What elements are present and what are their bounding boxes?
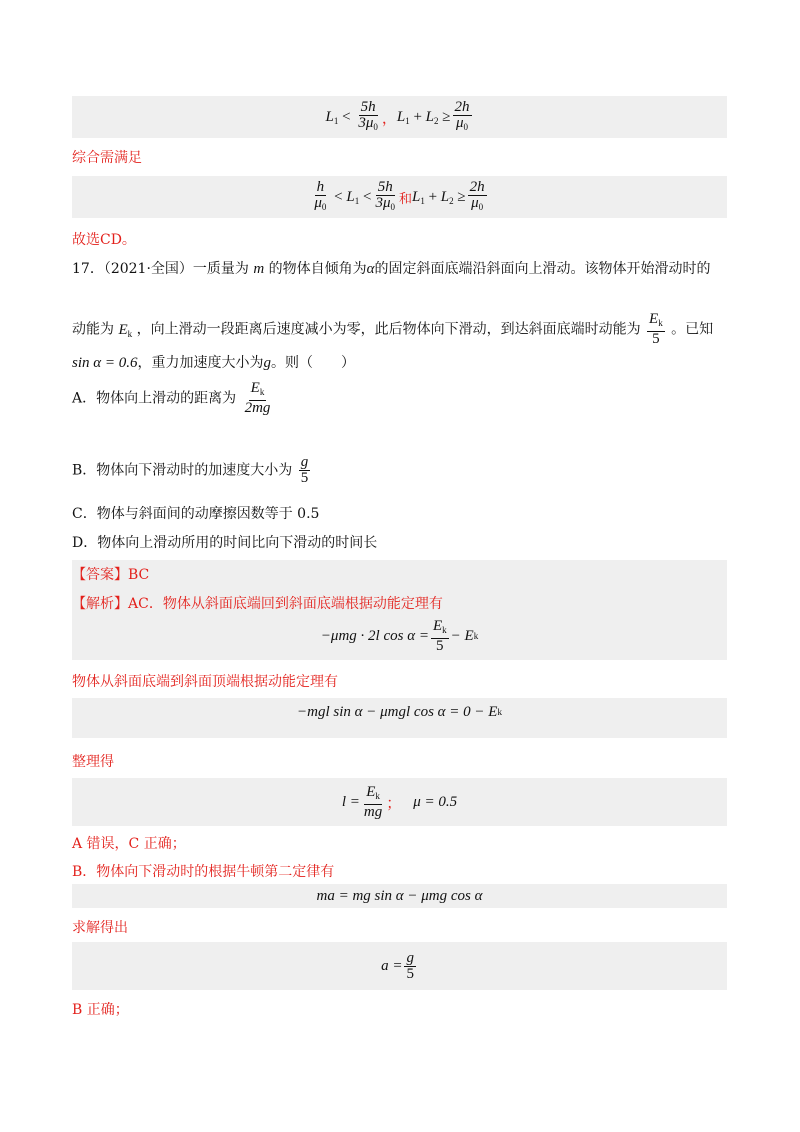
option-d: D．物体向上滑动所用的时间比向下滑动的时间长 <box>72 535 378 551</box>
equation-5: a = $\frac{g}{5}$ <box>381 949 414 982</box>
equation-4: ma = mg sin α − μmg cos α <box>316 887 483 904</box>
equation-3: l = $\frac{E_k}{mg}$ ； μ = 0.5 <box>341 783 458 820</box>
step-2-text: 物体从斜面底端到斜面顶端根据动能定理有 <box>72 674 338 690</box>
combined-label: 综合需满足 <box>72 150 142 166</box>
option-c: C．物体与斜面间的动摩擦因数等于 0.5 <box>72 506 320 522</box>
analysis-line: 【解析】AC．物体从斜面底端回到斜面底端根据动能定理有 <box>72 596 443 612</box>
answer-label: 【答案】BC <box>72 567 150 583</box>
conclusion-2: B 正确； <box>72 1002 129 1018</box>
equation-2: −mgl sin α − μmgl cos α = 0 − E k <box>297 703 502 720</box>
question-17-line3: sin α = 0.6，重力加速度大小为g。则（ ） <box>72 355 356 371</box>
question-17-line1: 17．（2021·全国）一质量为 m 的物体自倾角为α的固定斜面底端沿斜面向上滑动。该物体开始滑动时的 <box>72 261 711 277</box>
question-17-line2: 动能为 $E_k$ ，向上滑动一段距离后速度减小为零，此后物体向下滑动，到达斜面底端时动能为 $\frac{E_k}{5}$ 。已知 <box>72 311 714 347</box>
step-5-text: 求解得出 <box>72 920 128 936</box>
option-a: A．物体向上滑动的距离为 $\frac{E_k}{2mg}$ <box>72 380 271 416</box>
formula-1: $L_1$ < $\frac{5h}{3\mu_0}$ ， $L_1$ + $L_2$ ≥ $\frac{2h}{\mu_0}$ <box>325 98 470 132</box>
option-b: B．物体向下滑动时的加速度大小为 $\frac{g}{5}$ <box>72 454 309 486</box>
answer-cd: 故选CD。 <box>72 232 136 248</box>
equation-1: −μmg · 2l cos α = $\frac{E_k}{5}$ − E k <box>320 617 479 654</box>
formula-2: $\frac{h}{\mu_0}$ < $L_1$ < $\frac{5h}{3\mu_0}$ 和 $L_1$ + $L_2$ ≥ $\frac{2h}{\mu_0}$ <box>314 178 485 212</box>
step-4-text: B．物体向下滑动时的根据牛顿第二定律有 <box>72 864 335 880</box>
step-3-text: 整理得 <box>72 754 114 770</box>
conclusion-1: A 错误，C 正确； <box>72 836 186 852</box>
